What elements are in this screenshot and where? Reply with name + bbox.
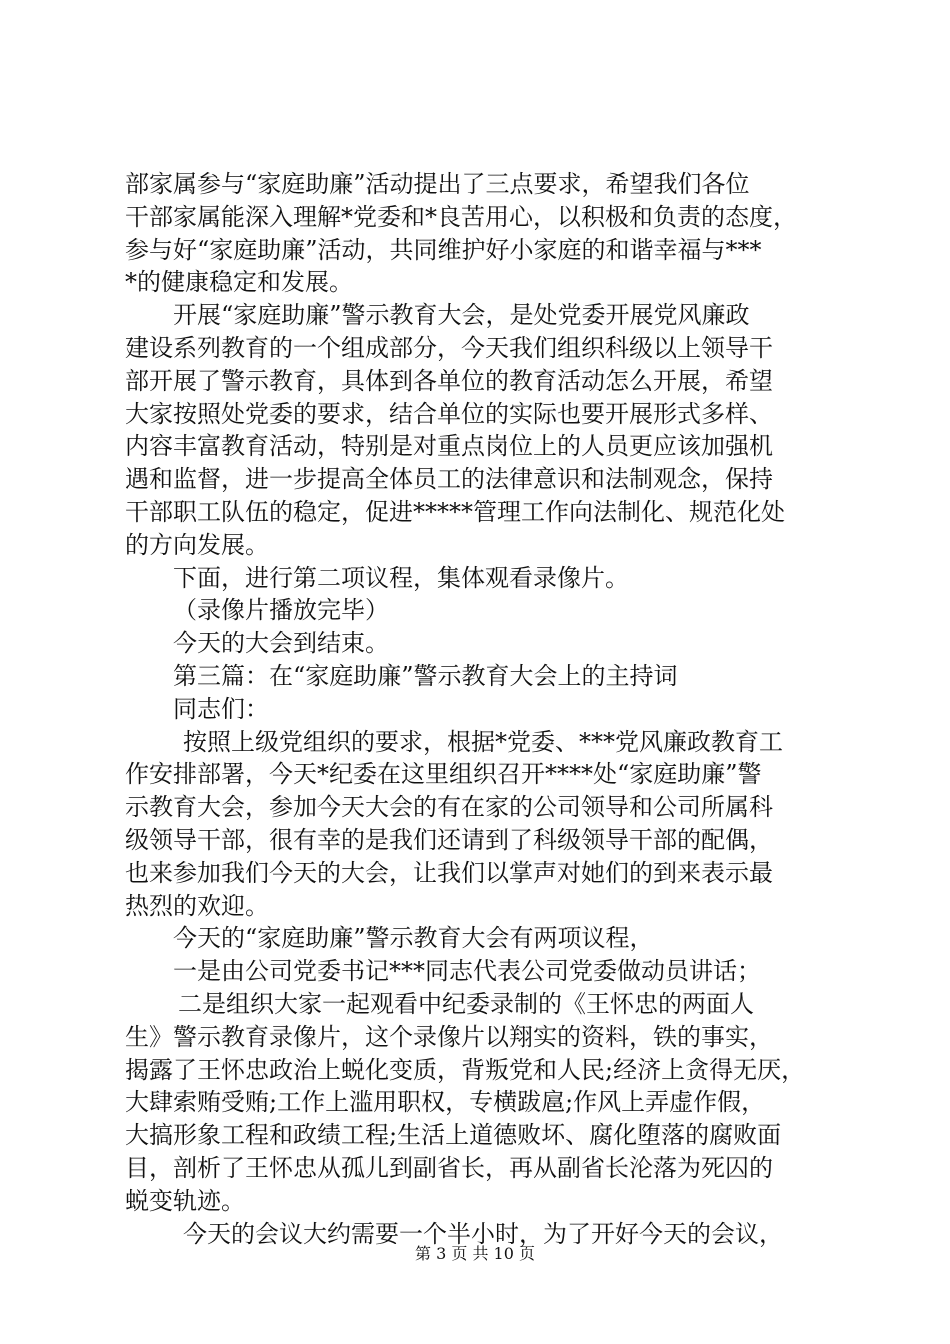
text-line: 也来参加我们今天的大会，让我们以掌声对她们的到来表示最: [125, 858, 773, 887]
text-line: 部开展了警示教育，具体到各单位的教育活动怎么开展，希望: [125, 366, 773, 395]
text-line: 级领导干部，很有幸的是我们还请到了科级领导干部的配偶，: [125, 825, 773, 854]
text-line: 二是组织大家一起观看中纪委录制的《王怀忠的两面人: [178, 989, 754, 1018]
text-line: 参与好“家庭助廉”活动，共同维护好小家庭的和谐幸福与***: [125, 235, 762, 264]
text-line: 干部职工队伍的稳定，促进*****管理工作向法制化、规范化处: [125, 497, 785, 526]
text-line: 生》警示教育录像片，这个录像片以翔实的资料，铁的事实，: [125, 1022, 773, 1051]
text-line: 的方向发展。: [125, 530, 269, 559]
text-line: 开展“家庭助廉”警示教育大会，是处党委开展党风廉政: [173, 301, 750, 330]
text-line: *的健康稳定和发展。: [125, 268, 353, 297]
text-line: 蜕变轨迹。: [125, 1186, 245, 1215]
text-line: （录像片播放完毕）: [173, 596, 389, 625]
text-line: 同志们：: [173, 694, 269, 723]
text-line: 部家属参与“家庭助廉”活动提出了三点要求，希望我们各位: [125, 170, 750, 198]
text-line: 一是由公司党委书记***同志代表公司党委做动员讲话；: [173, 957, 761, 986]
text-line: 内容丰富教育活动，特别是对重点岗位上的人员更应该加强机: [125, 432, 773, 461]
text-line: 按照上级党组织的要求，根据*党委、***党风廉政教育工: [183, 727, 783, 756]
text-line: 今天的大会到结束。: [173, 629, 389, 658]
text-line: 今天的会议大约需要一个半小时，为了开好今天的会议，: [183, 1219, 783, 1248]
text-line: 遇和监督，进一步提高全体员工的法律意识和法制观念，保持: [125, 465, 773, 494]
text-line: 今天的“家庭助廉”警示教育大会有两项议程，: [173, 924, 654, 953]
text-line: 大家按照处党委的要求，结合单位的实际也要开展形式多样、: [125, 399, 773, 428]
page-number: 第 3 页 共 10 页: [415, 1244, 535, 1263]
text-line: 大搞形象工程和政绩工程;生活上道德败坏、腐化堕落的腐败面: [125, 1121, 782, 1150]
text-line: 热烈的欢迎。: [125, 891, 269, 920]
document-body: [125, 168, 840, 1250]
text-line: 下面，进行第二项议程，集体观看录像片。: [173, 563, 629, 592]
text-line: 揭露了王怀忠政治上蜕化变质，背叛党和人民;经济上贪得无厌，: [125, 1055, 806, 1084]
text-line: 示教育大会，参加今天大会的有在家的公司领导和公司所属科: [125, 793, 773, 822]
text-line: 建设系列教育的一个组成部分，今天我们组织科级以上领导干: [125, 333, 773, 362]
text-line: 干部家属能深入理解*党委和*良苦用心，以积极和负责的态度，: [125, 202, 797, 231]
text-line: 目，剖析了王怀忠从孤儿到副省长，再从副省长沦落为死囚的: [125, 1153, 773, 1182]
text-line: 作安排部署，今天*纪委在这里组织召开****处“家庭助廉”警: [125, 760, 762, 789]
section-heading: 第三篇：在“家庭助廉”警示教育大会上的主持词: [173, 661, 678, 690]
page-footer: [0, 1244, 950, 1264]
text-line: 大肆索贿受贿;工作上滥用职权，专横跋扈;作风上弄虚作假，: [125, 1088, 766, 1117]
